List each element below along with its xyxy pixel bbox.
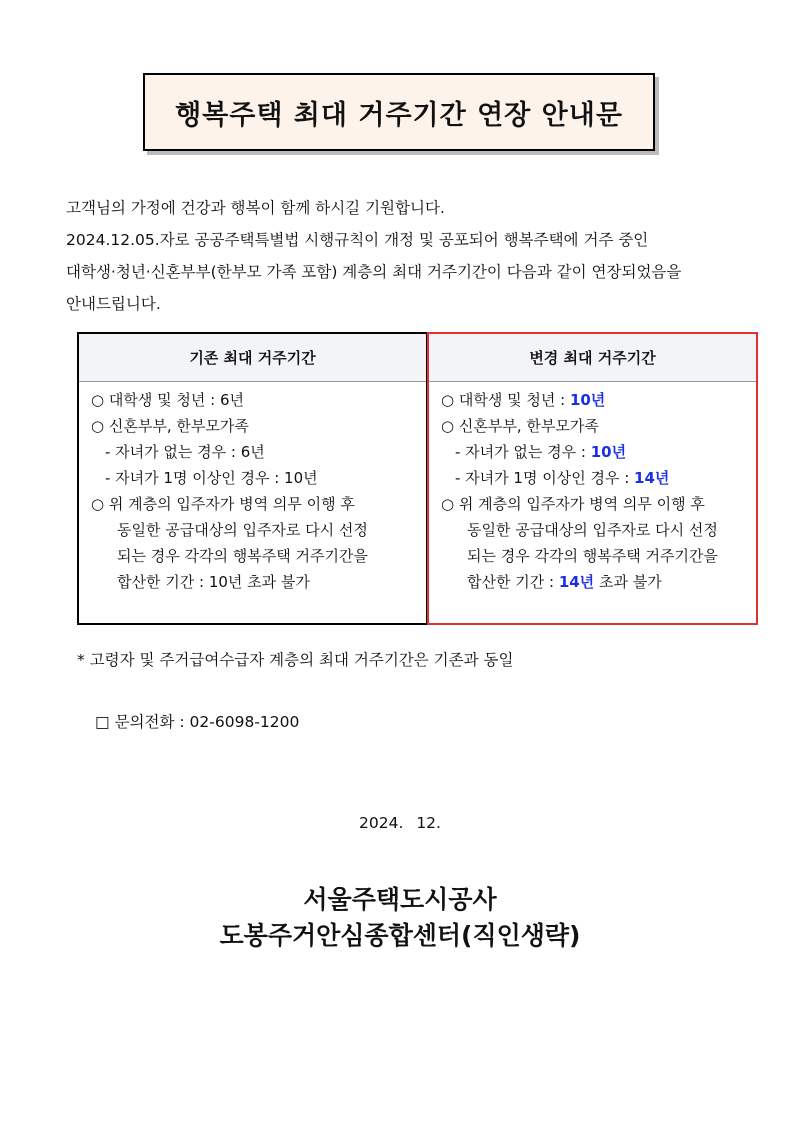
issuer-name: 서울주택도시공사 [303, 885, 497, 914]
list-item: 동일한 공급대상의 입주자로 다시 선정 [117, 521, 368, 539]
new-period-header: 변경 최대 거주기간 [429, 334, 756, 382]
highlighted-value: 10년 [569, 391, 606, 409]
intro-line: 안내드립니다. [66, 295, 161, 313]
intro-line: 대학생·청년·신혼부부(한부모 가족 포함) 계층의 최대 거주기간이 다음과 같이 연장되었음을 [66, 263, 682, 281]
list-item [441, 387, 756, 413]
list-item [441, 439, 756, 465]
footnote: * 고령자 및 주거급여수급자 계층의 최대 거주기간은 기존과 동일 [77, 651, 514, 669]
new-period-list [429, 382, 756, 595]
list-item [441, 569, 756, 595]
list-item: 되는 경우 각각의 행복주택 거주기간을 [117, 547, 368, 565]
issue-date: 2024. 12. [359, 814, 441, 832]
item-label: - 자녀가 1명 이상인 경우 : [455, 469, 635, 487]
list-item: ○ 위 계층의 입주자가 병역 의무 이행 후 [441, 495, 705, 513]
intro-paragraph [66, 192, 746, 320]
highlighted-value: 14년 [634, 469, 670, 487]
list-item: ○ 신혼부부, 한부모가족 [91, 417, 249, 435]
issuer-center: 도봉주거안심종합센터(직인생략) [219, 921, 581, 950]
item-label: ○ 대학생 및 청년 : [441, 391, 570, 409]
item-label: - 자녀가 없는 경우 : [455, 443, 591, 461]
comparison-table [77, 332, 758, 625]
intro-line: 2024.12.05.자로 공공주택특별법 시행규칙이 개정 및 공포되어 행복주택에 거주 중인 [66, 231, 649, 249]
highlighted-value: 14년 [558, 573, 595, 591]
list-item: ○ 신혼부부, 한부모가족 [441, 417, 599, 435]
list-item: 동일한 공급대상의 입주자로 다시 선정 [467, 521, 718, 539]
list-item [441, 465, 756, 491]
list-item: 되는 경우 각각의 행복주택 거주기간을 [467, 547, 718, 565]
item-value: 6년 [219, 391, 244, 409]
item-suffix: 초과 불가 [594, 573, 662, 591]
list-item: ○ 위 계층의 입주자가 병역 의무 이행 후 [91, 495, 355, 513]
item-label: ○ 대학생 및 청년 : [91, 391, 220, 409]
item-value: 6년 [240, 443, 265, 461]
item-suffix: 초과 불가 [242, 573, 310, 591]
item-label: - 자녀가 1명 이상인 경우 : [105, 469, 285, 487]
list-item [91, 387, 426, 413]
intro-line: 고객님의 가정에 건강과 행복이 함께 하시길 기원합니다. [66, 199, 445, 217]
item-value: 10년 [208, 573, 243, 591]
list-item [91, 465, 426, 491]
old-period-column [77, 332, 428, 625]
item-label: - 자녀가 없는 경우 : [105, 443, 241, 461]
item-label: 합산한 기간 : [117, 573, 209, 591]
page-title: 행복주택 최대 거주기간 연장 안내문 [143, 73, 655, 151]
old-period-list [79, 382, 426, 595]
list-item [91, 569, 426, 595]
contact-phone: □ 문의전화 : 02-6098-1200 [95, 713, 300, 731]
old-period-header: 기존 최대 거주기간 [79, 334, 426, 382]
highlighted-value: 10년 [590, 443, 627, 461]
new-period-column [427, 332, 758, 625]
list-item [91, 439, 426, 465]
item-label: 합산한 기간 : [467, 573, 559, 591]
item-value: 10년 [284, 469, 318, 487]
